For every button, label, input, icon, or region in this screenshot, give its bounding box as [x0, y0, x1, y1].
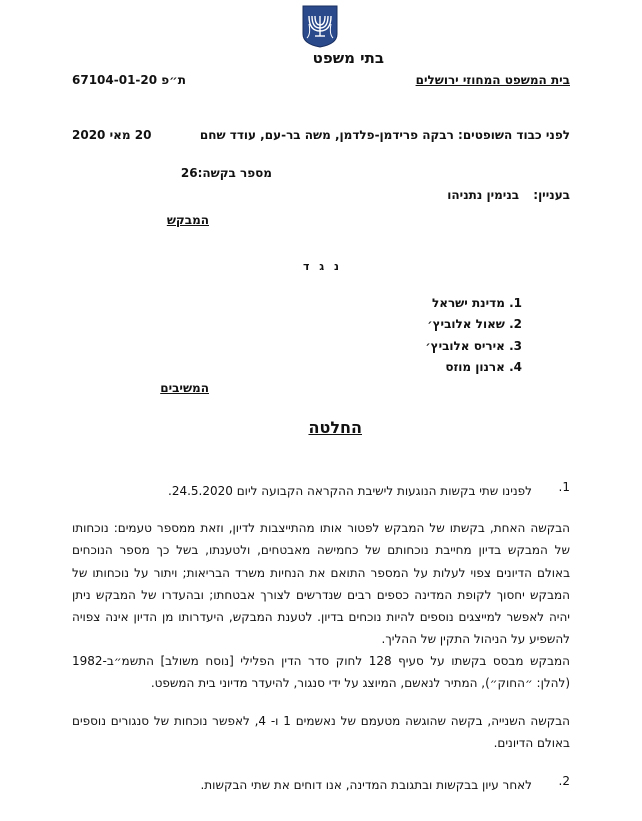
decision-date: 20 מאי 2020	[72, 128, 152, 142]
court-name: בית המשפט המחוזי ירושלים	[415, 73, 570, 87]
paragraph-3: המבקש מבסס בקשתו על סעיף 128 לחוק סדר הדין הפלילי [נוסח משולב] התשמ״ב-1982 (להלן: ״החוק״), המתיר לנאשם, המיוצג על ידי סנגור, להיעדר מדיוני בית המשפט.	[72, 654, 570, 691]
respondents-label: המשיבים	[160, 381, 209, 395]
respondent-item: 4. ארנון מוזס	[445, 360, 522, 374]
decision-title: החלטה	[308, 418, 362, 437]
respondent-item: 2. שאול אלוביץ׳	[427, 317, 522, 331]
paragraph-number: 1.	[558, 480, 570, 494]
paragraph-4: הבקשה השנייה, בקשה שהוגשה מטעמם של נאשמים 1 ו- 4, לאפשר נוכחות של סנגורים נוספים באולם הדיונים.	[72, 714, 570, 751]
judges-line: לפני כבוד השופטים: רבקה פרידמן-פלדמן, משה בר-עם, עודד שחם	[199, 128, 570, 142]
case-number: ת״פ 67104-01-20	[72, 73, 186, 87]
paragraph-5: לאחר עיון בבקשות ובתגובת המדינה, אנו דוחים את שתי הבקשות.	[200, 778, 532, 792]
paragraph-2: הבקשה האחת, בקשתו של המבקש לפטור אותו מהתייצבות לדיון, וזאת ממספר טעמים: נוכחותו של המבקש בדיון מחייבת נוכחותם של כחמישה מאבטחים, ולטענתו, בשל כך מספר הנוכחים באולם הדיונים צפוי לעלות על המספר התואם את הנחיות משרד הבריאות; ויתור על נוכחותו של המבקש יחסוך לקופת המדינה כספים רבים שנדרשים לצורך אבטחתו; ובהעדרו של המבקש ניתן יהיה לאפשר למייצגים נוספים להיות נוכחים בדיון. לטענת המבקש, היעדרותו מן הדיון אינה צפויה להשפיע על הניהול התקין של ההליך.	[72, 521, 570, 647]
paragraph-1: לפנינו שתי בקשות הנוגעות לישיבת ההקראה הקבועה ליום 24.5.2020.	[168, 484, 532, 498]
courts-title: בתי משפט	[312, 49, 384, 67]
paragraph-number: 2.	[558, 774, 570, 788]
re-label: בעניין:	[533, 188, 570, 202]
applicant-name: בנימין נתניהו	[447, 188, 520, 202]
respondent-item: 3. איריס אלוביץ׳	[425, 339, 522, 353]
menorah-emblem-icon	[301, 4, 339, 48]
respondent-item: 1. מדינת ישראל	[431, 296, 522, 310]
request-number: מספר בקשה:26	[180, 166, 272, 180]
applicant-label: המבקש	[166, 213, 209, 227]
re-line	[447, 188, 570, 202]
versus-label: נ ג ד	[302, 260, 342, 273]
